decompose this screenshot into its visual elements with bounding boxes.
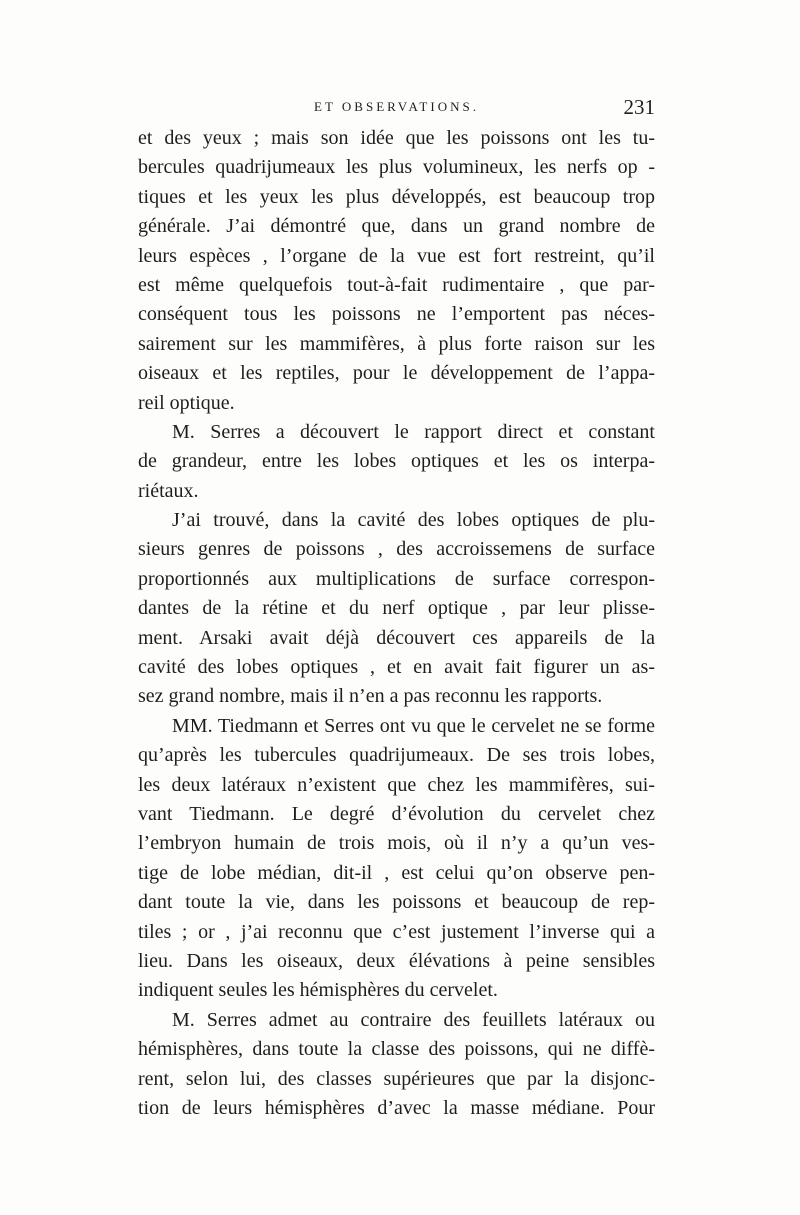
text-line: dantes de la rétine et du nerf optique , par leur plisse- <box>138 597 655 620</box>
text-line: tion de leurs hémisphères d’avec la masse médiane. Pour <box>138 1096 655 1119</box>
text-line: indiquent seules les hémisphères du cervelet. <box>138 979 498 1002</box>
text-line: tige de lobe médian, dit-il , est celui qu’on observe pen- <box>138 861 655 884</box>
text-line: tiques et les yeux les plus développés, est beaucoup trop <box>138 185 655 208</box>
running-title: ET OBSERVATIONS. <box>314 99 479 114</box>
text-line: générale. J’ai démontré que, dans un grand nombre de <box>138 215 655 238</box>
text-line: ment. Arsaki avait déjà découvert ces appareils de la <box>138 626 655 649</box>
page-number: 231 <box>623 95 655 119</box>
paragraph-start-line: M. Serres a découvert le rapport direct et constant <box>172 420 655 443</box>
text-line: sez grand nombre, mais il n’en a pas reconnu les rapports. <box>138 685 603 708</box>
text-line: et des yeux ; mais son idée que les poissons ont les tu- <box>138 127 655 149</box>
text-line: dant toute la vie, dans les poissons et beaucoup de rep- <box>138 891 655 914</box>
text-line: bercules quadrijumeaux les plus volumineux, les nerfs op - <box>138 156 655 179</box>
text-line: tiles ; or , j’ai reconnu que c’est justement l’inverse qui a <box>138 920 655 943</box>
running-head <box>138 95 655 119</box>
text-line: proportionnés aux multiplications de surface correspon- <box>138 567 655 590</box>
text-line: qu’après les tubercules quadrijumeaux. De ses trois lobes, <box>138 744 655 767</box>
text-line: rent, selon lui, des classes supérieures que par la disjonc- <box>138 1067 655 1090</box>
body-text <box>138 124 655 1123</box>
text-line: de grandeur, entre les lobes optiques et les os interpa- <box>138 450 655 473</box>
text-line: leurs espèces , l’organe de la vue est fort restreint, qu’il <box>138 244 655 267</box>
text-line: hémisphères, dans toute la classe des poissons, qui ne diffè- <box>138 1038 655 1061</box>
paragraph-start-line: M. Serres admet au contraire des feuillets latéraux ou <box>172 1008 655 1031</box>
text-line: oiseaux et les reptiles, pour le développement de l’appa- <box>138 362 655 385</box>
text-line: l’embryon humain de trois mois, où il n’y a qu’un ves- <box>138 832 655 855</box>
text-line: sairement sur les mammifères, à plus forte raison sur les <box>138 332 655 355</box>
text-line: riétaux. <box>138 479 199 502</box>
text-line: sieurs genres de poissons , des accroissemens de surface <box>138 538 655 561</box>
paragraph-start-line: J’ai trouvé, dans la cavité des lobes optiques de plu- <box>172 509 655 532</box>
text-line: les deux latéraux n’existent que chez les mammifères, sui- <box>138 773 655 796</box>
text-line: lieu. Dans les oiseaux, deux élévations à peine sensibles <box>138 949 655 972</box>
text-line: reil optique. <box>138 391 235 414</box>
paragraph-start-line: MM. Tiedmann et Serres ont vu que le cervelet ne se forme <box>172 714 655 737</box>
text-line: vant Tiedmann. Le degré d’évolution du cervelet chez <box>138 802 655 825</box>
text-line: conséquent tous les poissons ne l’emportent pas néces- <box>138 303 655 326</box>
text-line: cavité des lobes optiques , et en avait fait figurer un as- <box>138 656 655 679</box>
text-line: est même quelquefois tout-à-fait rudimentaire , que par- <box>138 273 655 296</box>
